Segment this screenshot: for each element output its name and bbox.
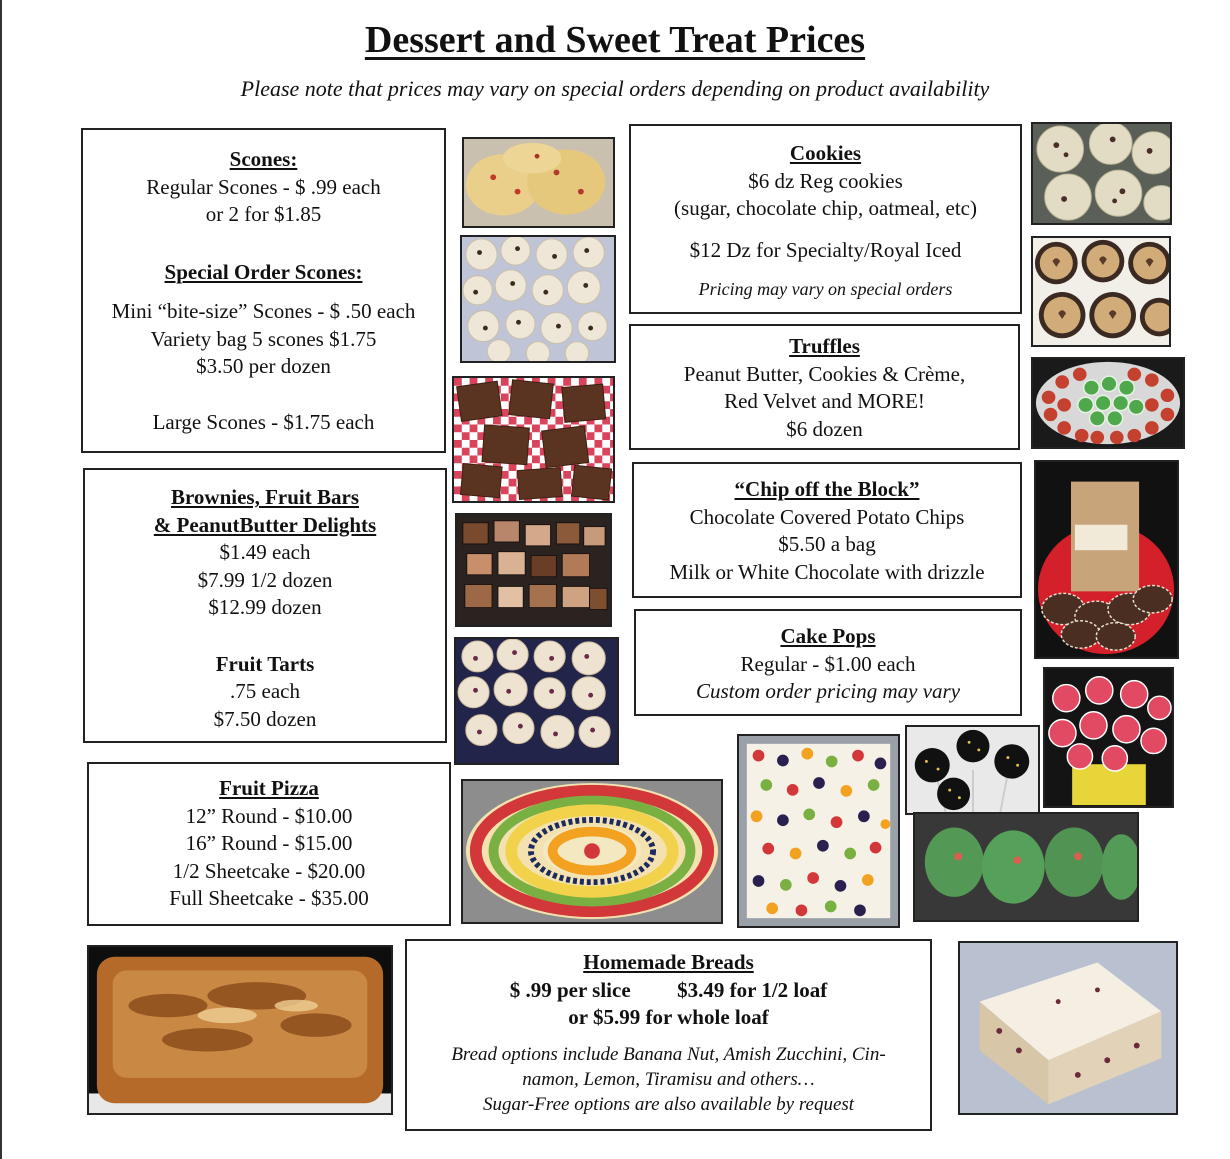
fruit-pizza-round-photo — [461, 779, 723, 924]
cookies-note: Pricing may vary on special orders — [698, 279, 953, 299]
fruit-pizza-heading: Fruit Pizza — [219, 776, 319, 800]
cookies-photo — [1031, 122, 1172, 225]
brownies-line-5: $7.50 dozen — [213, 706, 317, 731]
brownies-line-1: $1.49 each — [219, 540, 311, 564]
chip-line-2: $5.50 a bag — [778, 532, 876, 556]
fruit-bars-photo — [455, 513, 612, 627]
fruit-pizza-sheet-photo — [737, 734, 900, 928]
breads-box — [405, 939, 932, 1131]
breads-note-3: Sugar-Free options are also available by request — [482, 1093, 855, 1115]
breads-note-1: Bread options include Banana Nut, Amish Zucchini, Cin- — [451, 1043, 886, 1065]
cookies-heading: Cookies — [789, 141, 862, 165]
truffles-line-1: Peanut Butter, Cookies & Crème, — [683, 361, 966, 386]
banana-bread-photo — [87, 945, 393, 1115]
scones-line-4: Variety bag 5 scones $1.75 — [150, 326, 377, 351]
breads-price-half: $3.49 for 1/2 loaf — [677, 977, 828, 1002]
scones-photo — [462, 137, 615, 228]
chocolate-chips-photo — [1034, 460, 1179, 659]
pizza-line-3: 1/2 Sheetcake - $20.00 — [172, 858, 366, 883]
scones-line-3: Mini “bite-size” Scones - $ .50 each — [111, 299, 416, 323]
cookies-line-1: $6 dz Reg cookies — [748, 168, 903, 193]
cookies-box — [629, 124, 1022, 314]
breads-prices-row — [407, 977, 930, 1005]
cake-pops-heading: Cake Pops — [780, 624, 876, 648]
brownies-line-2: $7.99 1/2 dozen — [197, 567, 333, 592]
truffles-photo — [1031, 357, 1185, 449]
chip-line-1: Chocolate Covered Potato Chips — [689, 504, 965, 529]
page-left-border — [0, 0, 2, 1159]
chocolate-chip-cookies-photo — [460, 235, 616, 363]
truffles-line-3: $6 dozen — [786, 416, 863, 441]
cake-pops-box — [634, 609, 1022, 716]
scones-box — [81, 128, 446, 453]
brownies-line-4: .75 each — [230, 679, 300, 703]
scones-heading: Scones: — [229, 147, 298, 171]
brownies-line-3: $12.99 dozen — [208, 595, 322, 619]
new-year-cake-pops-photo — [905, 725, 1040, 815]
fruit-tarts-heading: Fruit Tarts — [215, 651, 315, 676]
truffles-heading: Truffles — [789, 334, 860, 358]
page-subtitle: Please note that prices may vary on special orders depending on product availability — [240, 76, 990, 101]
fruit-pizza-box — [87, 762, 451, 926]
cookies-line-2: (sugar, chocolate chip, oatmeal, etc) — [674, 196, 977, 220]
scones-line-5: $3.50 per dozen — [196, 354, 331, 378]
chip-line-3: Milk or White Chocolate with drizzle — [669, 559, 985, 584]
truffles-box — [629, 324, 1020, 450]
brownies-heading-1: Brownies, Fruit Bars — [170, 485, 360, 509]
royal-iced-cookies-photo — [1031, 236, 1171, 347]
page-title: Dessert and Sweet Treat Prices — [364, 19, 866, 61]
iced-bread-photo — [958, 941, 1178, 1115]
cookies-line-3: $12 Dz for Specialty/Royal Iced — [689, 237, 962, 262]
scones-line-1: Regular Scones - $ .99 each — [146, 174, 381, 199]
cake-pops-note: Custom order pricing may vary — [695, 679, 961, 703]
cake-pops-basket-photo — [1043, 667, 1174, 808]
breads-price-whole: or $5.99 for whole loaf — [568, 1005, 769, 1029]
pizza-line-2: 16” Round - $15.00 — [185, 831, 353, 855]
brownies-box — [83, 468, 447, 743]
pizza-line-1: 12” Round - $10.00 — [185, 803, 353, 828]
scones-line-2: or 2 for $1.85 — [205, 202, 322, 226]
brownies-photo — [452, 376, 615, 503]
breads-heading: Homemade Breads — [583, 950, 754, 974]
pizza-line-4: Full Sheetcake - $35.00 — [169, 886, 369, 910]
special-scones-heading: Special Order Scones: — [164, 259, 363, 284]
truffles-line-2: Red Velvet and MORE! — [724, 389, 925, 413]
chip-box — [632, 462, 1022, 598]
cake-pops-line-1: Regular - $1.00 each — [740, 651, 916, 676]
scones-line-6: Large Scones - $1.75 each — [152, 409, 375, 434]
fruit-tarts-photo — [454, 637, 619, 765]
breads-price-slice: $ .99 per slice — [509, 977, 631, 1002]
chip-heading: “Chip off the Block” — [734, 477, 920, 501]
breads-note-2: namon, Lemon, Tiramisu and others… — [522, 1068, 815, 1090]
brownies-heading-2: & PeanutButter Delights — [153, 512, 377, 537]
green-cake-pops-photo — [913, 812, 1139, 922]
